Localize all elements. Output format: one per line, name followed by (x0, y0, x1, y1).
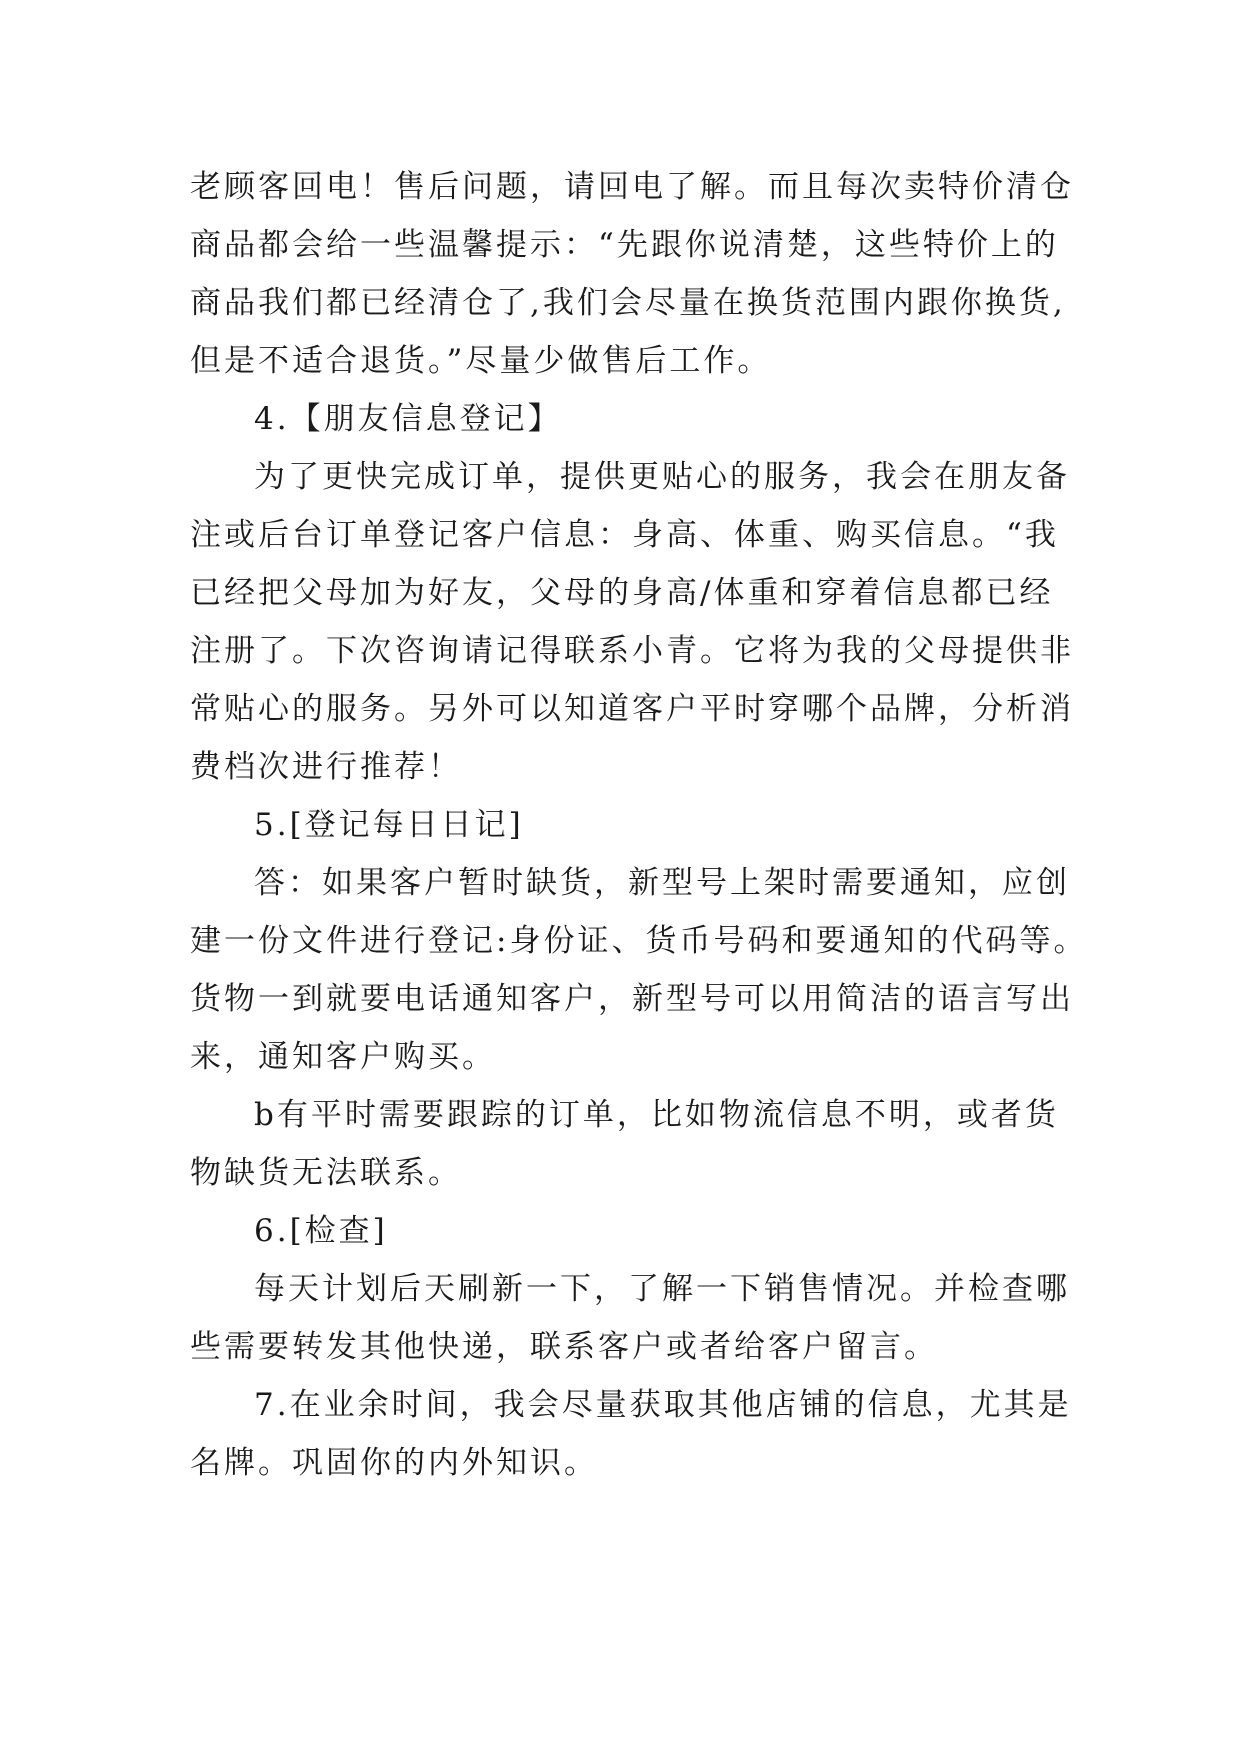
text-line: 已经把父母加为好友，父母的身高/体重和穿着信息都已经 (190, 575, 1054, 611)
text-line: 答：如果客户暂时缺货，新型号上架时需要通知，应创 (254, 865, 1070, 901)
text-line: 老顾客回电！售后问题，请回电了解。而且每次卖特价清仓 (190, 169, 1074, 205)
text-line: 7.在业余时间，我会尽量获取其他店铺的信息，尤其是 (254, 1387, 1072, 1423)
section-heading: 5.[登记每日日记] (254, 807, 524, 843)
section-heading: 6.[检查] (254, 1213, 388, 1249)
text-line: 但是不适合退货。”尽量少做售后工作。 (190, 343, 772, 379)
section-heading: 4.【朋友信息登记】 (254, 401, 562, 437)
text-line: 注册了。下次咨询请记得联系小青。它将为我的父母提供非 (190, 633, 1074, 669)
text-line: 来，通知客户购买。 (190, 1039, 496, 1075)
text-line: 名牌。巩固你的内外知识。 (190, 1445, 598, 1481)
text-line: 为了更快完成订单，提供更贴心的服务，我会在朋友备 (254, 459, 1070, 495)
text-line: 注或后台订单登记客户信息：身高、体重、购买信息。“我 (190, 517, 1059, 553)
text-line: 每天计划后天刷新一下，了解一下销售情况。并检查哪 (254, 1271, 1070, 1307)
text-line: 货物一到就要电话通知客户，新型号可以用简洁的语言写出 (190, 981, 1074, 1017)
text-line: 建一份文件进行登记:身份证、货币号码和要通知的代码等。 (190, 923, 1088, 959)
text-line: 商品都会给一些温馨提示：“先跟你说清楚，这些特价上的 (190, 227, 1059, 263)
text-line: b有平时需要跟踪的订单，比如物流信息不明，或者货 (254, 1097, 1059, 1133)
text-line: 商品我们都已经清仓了,我们会尽量在换货范围内跟你换货, (190, 285, 1066, 321)
text-line: 常贴心的服务。另外可以知道客户平时穿哪个品牌，分析消 (190, 691, 1074, 727)
text-line: 些需要转发其他快递，联系客户或者给客户留言。 (190, 1329, 938, 1365)
document-page (190, 158, 1088, 1492)
text-line: 物缺货无法联系。 (190, 1155, 462, 1191)
text-line: 费档次进行推荐！ (190, 749, 462, 785)
